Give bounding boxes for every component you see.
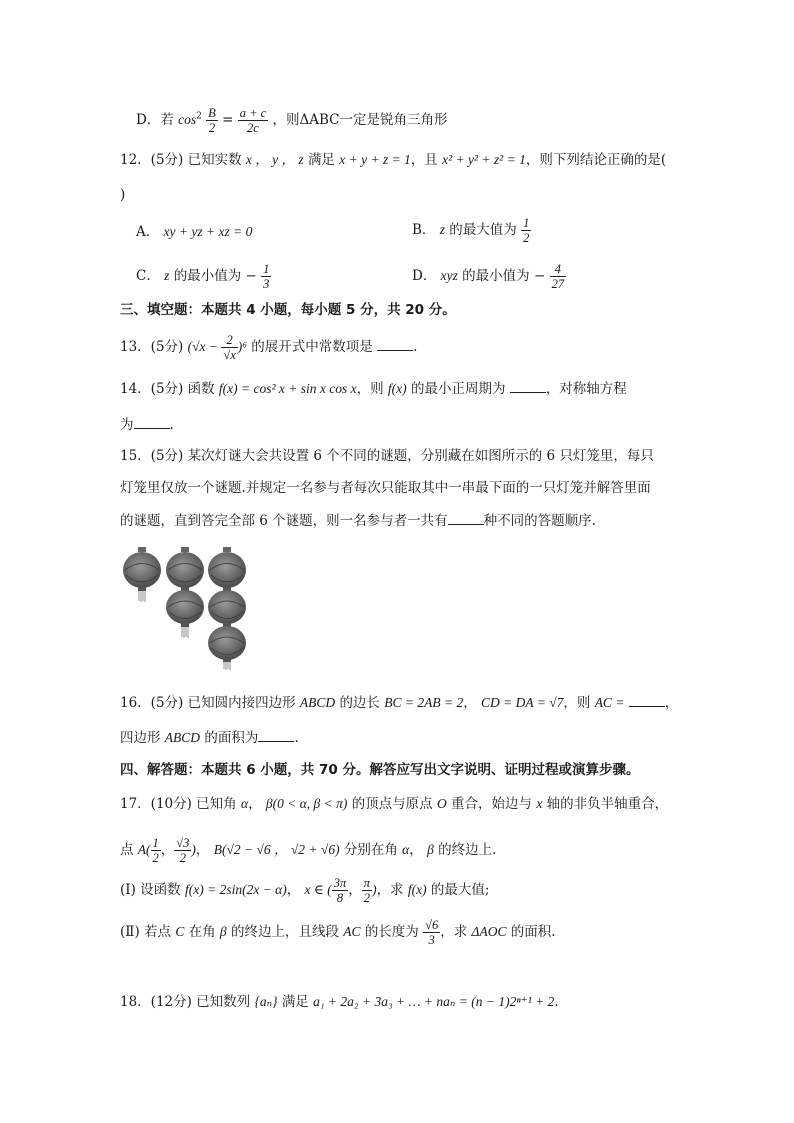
q17-comma: ， xyxy=(248,796,262,812)
lantern-figure xyxy=(120,545,250,670)
q13-frac xyxy=(221,333,237,362)
q13-text: 的展开式中常数项是 xyxy=(251,339,373,355)
q15-line1: 15．(5分) 某次灯谜大会共设置 6 个不同的谜题，分别藏在如图所示的 6 只灯笼里，每只 xyxy=(120,448,654,464)
q14-answer-blank-2[interactable] xyxy=(134,414,170,429)
q12-optb-text: 的最大值为 xyxy=(449,222,517,238)
q17-part2-b: 在角 xyxy=(188,924,216,940)
q17-point-b: B(√2 − √6 ， √2 + √6) xyxy=(213,842,340,857)
q12-option-b xyxy=(412,216,531,245)
q16-cond1: BC = 2AB = 2 xyxy=(384,695,464,710)
q17-part1-dom-a: x ∈ ( xyxy=(304,882,332,897)
q17-part2-den: 3 xyxy=(428,933,435,947)
q12-stem-b: 满足 xyxy=(307,152,335,168)
q17-part2-beta: β xyxy=(219,924,227,939)
q13-answer-blank[interactable] xyxy=(377,336,413,351)
q17-part1-f: f(x) = 2sin(2x − α) xyxy=(184,882,287,897)
q17-pa-frac2 xyxy=(174,836,191,865)
q16-text-b: ，则 xyxy=(563,695,591,711)
q12-cond1: x + y + z = 1 xyxy=(339,152,411,167)
q16-cond2: CD = DA = √7 xyxy=(481,695,564,710)
q17-pa-den2: 2 xyxy=(179,851,186,865)
q18-end: . xyxy=(554,994,559,1010)
q12-optc-label: C． xyxy=(136,268,160,284)
q17-alpha: α xyxy=(240,796,249,811)
q14-text-c: ，对称轴方程 xyxy=(545,381,627,397)
q17-part2-d: 的长度为 xyxy=(364,924,419,940)
section3-title: 三、填空题：本题共 4 小题，每小题 5 分，共 20 分。 xyxy=(120,302,456,318)
q17-part1-b: ， xyxy=(286,882,301,898)
q17-part2-c2: 的终边上，且线段 xyxy=(230,924,339,940)
q11-optd-cos: cos xyxy=(178,112,197,127)
q17-part1-dom-b: ) xyxy=(372,882,377,897)
q17-part2-tri: ΔAOC xyxy=(471,924,507,939)
q18 xyxy=(120,992,559,1012)
q17-part1-n2: π xyxy=(363,876,371,890)
q11-optd-prefix: D．若 xyxy=(136,112,174,128)
q12-option-a xyxy=(136,222,252,242)
q16-line2-quad: ABCD xyxy=(164,730,201,745)
q16-sep: ， xyxy=(463,695,477,711)
q11-optd-suffix: ，则ΔABC一定是锐角三角形 xyxy=(272,112,448,128)
q17-pa-den1: 2 xyxy=(152,851,159,865)
q12-optb-den: 2 xyxy=(523,231,530,245)
q17-pa-close: ) xyxy=(191,842,196,857)
q15-line3-a: 的谜题，直到答完全部 6 个谜题，则一名参与者一共有 xyxy=(120,513,448,529)
q17-line2-a: 点 xyxy=(120,842,134,858)
q16-prefix: 16．(5分) 已知圆内接四边形 xyxy=(120,695,296,711)
q12-stem-a: 12．(5分) 已知实数 xyxy=(120,152,242,168)
q17-part1-c: ，求 xyxy=(376,882,404,898)
q15-line2: 灯笼里仅放一个谜题.并规定一名参与者每次只能取其中一串最下面的一只灯笼并解答里面 xyxy=(120,480,651,496)
q17-part2-f: 的面积. xyxy=(510,924,556,940)
q17-beta-cond: β(0 < α, β < π) xyxy=(265,796,348,811)
q12-opta-math: xy + yz + xz = 0 xyxy=(163,224,253,239)
q17-pa-num1: 1 xyxy=(152,836,159,850)
q17-part1-d2: 2 xyxy=(363,891,371,905)
q12-optd-num: 4 xyxy=(550,262,567,277)
q17-line1-b: 的顶点与原点 xyxy=(351,796,433,812)
q17-part1-d: 的最大值; xyxy=(430,882,490,898)
q18-text: 满足 xyxy=(281,994,309,1010)
q17-line2-beta: β xyxy=(427,842,434,857)
q18-seq: {aₙ} xyxy=(254,994,278,1009)
q18-prefix: 18．(12分) 已知数列 xyxy=(120,994,251,1010)
q12-optb-var: z xyxy=(439,222,445,237)
q14-text-b: 的最小正周期为 xyxy=(410,381,506,397)
q11-optd-frac1 xyxy=(206,106,218,135)
q17-line1-c: 重合，始边与 xyxy=(451,796,533,812)
lantern-string-3 xyxy=(208,547,246,670)
q16-ac: AC = xyxy=(594,695,625,710)
q16-quad: ABCD xyxy=(299,695,336,710)
q14-line2 xyxy=(120,414,174,435)
q17-part1-d1: 8 xyxy=(336,891,344,905)
q12-optb-label: B． xyxy=(412,222,436,238)
q17-prefix: 17．(10分) 已知角 xyxy=(120,796,237,812)
q17-line2-d: ， xyxy=(409,842,423,858)
q12-cond2: x² + y² + z² = 1 xyxy=(442,152,526,167)
q17-line2-e: 的终边上. xyxy=(438,842,497,858)
q17-part1-fx: f(x) xyxy=(407,882,427,897)
q17-part2-e: ，求 xyxy=(440,924,468,940)
q17-part2-frac xyxy=(423,918,440,947)
q13-expr-a: (√x − xyxy=(187,339,222,354)
q12-optd-den: 27 xyxy=(551,277,565,291)
q16-end: . xyxy=(294,730,299,746)
q13-expr-b: )⁶ xyxy=(237,339,247,354)
lantern-string-1 xyxy=(123,547,161,602)
q12-optd-var: xyz xyxy=(440,268,458,283)
q14-prefix: 14．(5分) 函数 xyxy=(120,381,215,397)
q17-part2-ac: AC xyxy=(343,924,361,939)
q11-optd-pow: 2 xyxy=(196,111,202,122)
q17-line2-b: ， xyxy=(195,842,210,858)
q17-line1-d: 轴的非负半轴重合， xyxy=(546,796,669,812)
q16-line1 xyxy=(120,692,678,713)
q12-optc-num: 1 xyxy=(263,262,270,276)
q17-part1 xyxy=(120,876,489,905)
q17-part2-a: (Ⅱ) 若点 xyxy=(120,924,172,940)
q12-stem-d: ，则下列结论正确的是( xyxy=(525,152,667,168)
q14-text-a: ，则 xyxy=(356,381,384,397)
q15-line3 xyxy=(120,510,596,531)
q12-opta-label: A． xyxy=(136,224,160,240)
q16-answer-blank-2[interactable] xyxy=(258,727,294,742)
q16-line2 xyxy=(120,727,299,748)
q12-optb-num: 1 xyxy=(523,216,530,230)
q13-frac-num: 2 xyxy=(221,333,237,348)
q16-comma: ， xyxy=(664,695,679,711)
q11-optd-eq: = xyxy=(222,112,238,128)
q18-expr: a₁ + 2a₂ + 3a₃ + … + naₙ = (n − 1)2ⁿ⁺¹ + 2 xyxy=(313,994,555,1009)
q12-optd-text: 的最小值为 − xyxy=(462,268,546,284)
q16-line2-a: 四边形 xyxy=(120,730,161,746)
q14-end: . xyxy=(169,417,174,433)
q14-line1 xyxy=(120,378,627,399)
q17-part2-point-c: C xyxy=(175,924,185,939)
q17-xaxis: x xyxy=(536,796,543,811)
q16-line2-b: 的面积为 xyxy=(204,730,259,746)
q17-line2 xyxy=(120,836,496,865)
q12-vars: x ， y ， z xyxy=(245,152,304,167)
q17-pa-frac1 xyxy=(151,836,161,865)
q17-point-a: A( xyxy=(137,842,151,857)
section4-title: 四、解答题：本题共 6 小题，共 70 分。解答应写出文字说明、证明过程或演算步骤。 xyxy=(120,762,640,778)
q12-option-c xyxy=(136,262,271,291)
q17-line2-alpha: α xyxy=(402,842,410,857)
q17-part2-num: √6 xyxy=(425,918,439,932)
q16-answer-blank-1[interactable] xyxy=(629,692,665,707)
q12-stem-c: ，且 xyxy=(410,152,438,168)
q13-end: . xyxy=(413,339,418,355)
q17-part2 xyxy=(120,918,556,947)
q14-expr: f(x) = cos² x + sin x cos x xyxy=(218,381,357,396)
q13-prefix: 13．(5分) xyxy=(120,339,184,355)
q17-pa-num2: √3 xyxy=(176,836,190,850)
q12-stem xyxy=(120,150,666,170)
q14-line2-text: 为 xyxy=(120,417,134,433)
q15-answer-blank[interactable] xyxy=(448,510,484,525)
q17-part1-frac1 xyxy=(332,876,349,905)
lantern-string-2 xyxy=(166,547,204,638)
q15-line3-b: 种不同的答题顺序. xyxy=(483,513,596,529)
q17-line1 xyxy=(120,794,668,814)
q12-optc-text: 的最小值为 − xyxy=(173,268,257,284)
q11-frac1-den: 2 xyxy=(208,121,216,135)
q17-line2-c: 分别在角 xyxy=(343,842,398,858)
q11-frac2-num: a + c xyxy=(239,106,267,120)
q11-frac2-den: 2c xyxy=(247,121,259,135)
q12-optc-var: z xyxy=(164,268,170,283)
q12-stem-close: ) xyxy=(120,187,126,203)
q12-optc-den: 3 xyxy=(263,277,270,291)
q13-frac-den: √x xyxy=(223,348,236,362)
q13 xyxy=(120,333,417,362)
q14-answer-blank-1[interactable] xyxy=(510,378,546,393)
q17-part1-n1: 3π xyxy=(333,876,347,890)
q11-option-d xyxy=(136,106,447,135)
q12-optd-frac xyxy=(550,262,567,291)
q17-pa-sep: ， xyxy=(160,842,175,858)
q14-fx: f(x) xyxy=(387,381,407,396)
q16-text-a: 的边长 xyxy=(339,695,380,711)
q11-frac1-num: B xyxy=(208,106,216,120)
q17-part1-dom-sep: ， xyxy=(348,882,362,898)
q17-part1-a: (Ⅰ) 设函数 xyxy=(120,882,181,898)
q12-optc-frac xyxy=(261,262,271,291)
q12-optb-frac xyxy=(521,216,531,245)
q12-option-d xyxy=(412,262,566,291)
q11-optd-frac2 xyxy=(238,106,268,135)
q17-origin: O xyxy=(436,796,447,811)
q12-optd-label: D． xyxy=(412,268,437,284)
q17-part1-frac2 xyxy=(362,876,372,905)
